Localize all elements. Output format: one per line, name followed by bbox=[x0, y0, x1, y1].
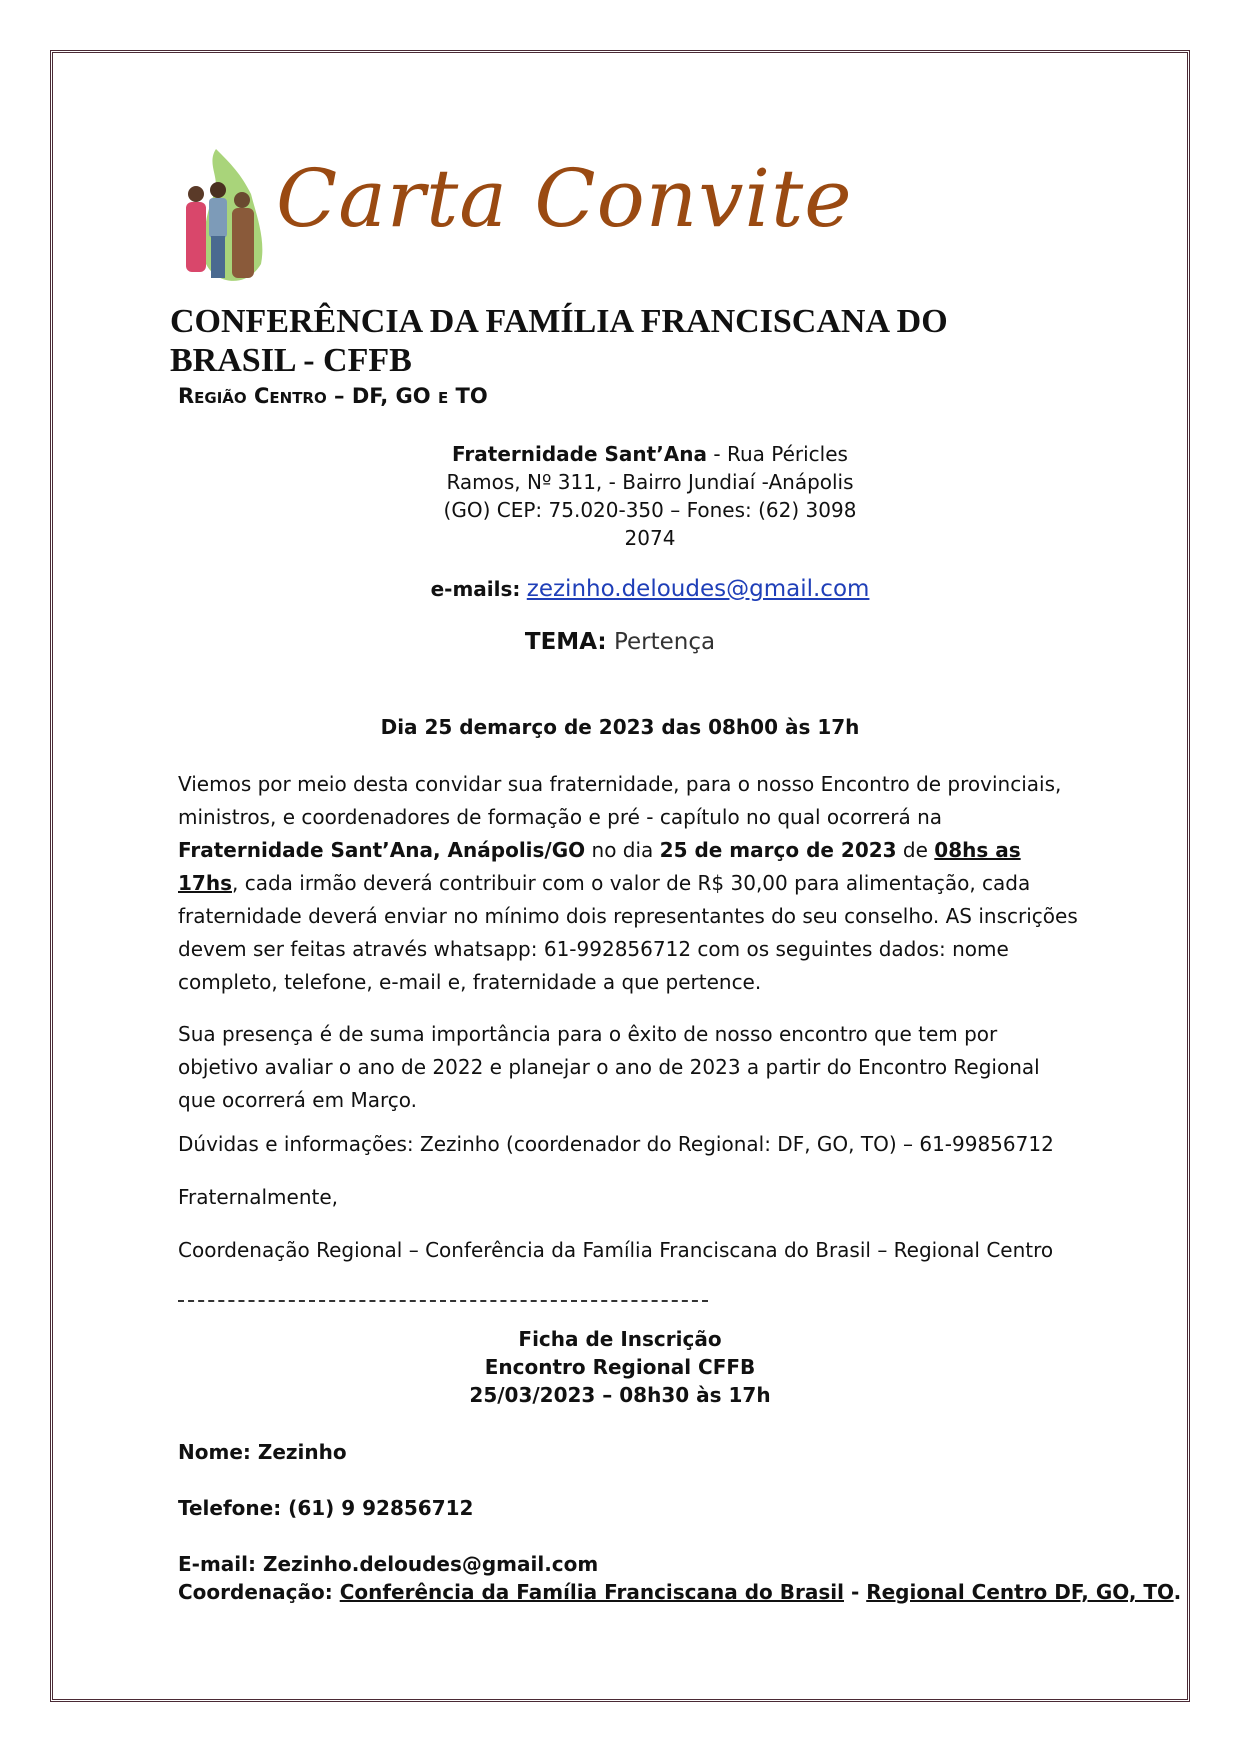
email-link[interactable]: zezinho.deloudes@gmail.com bbox=[526, 576, 870, 602]
emails-line bbox=[330, 576, 970, 602]
venue-text: Fraternidade Sant’Ana, Anápolis/GO bbox=[178, 838, 586, 862]
address-block bbox=[430, 440, 870, 552]
address-line1: - Rua Péricles bbox=[707, 442, 848, 466]
invitation-paragraph bbox=[178, 768, 1078, 999]
event-date-line: Dia 25 demarço de 2023 das 08h00 às 17h bbox=[380, 715, 860, 739]
hours-text: 08hs as 17hs bbox=[178, 838, 1021, 895]
form-coordination bbox=[178, 1580, 1181, 1604]
theme-line bbox=[400, 629, 840, 655]
form-email: E-mail: Zezinho.deloudes@gmail.com bbox=[178, 1552, 599, 1576]
form-title: Ficha de Inscrição bbox=[518, 1327, 722, 1351]
registration-form-header bbox=[400, 1325, 840, 1409]
coord-end: . bbox=[1173, 1580, 1182, 1604]
form-name: Nome: Zezinho bbox=[178, 1440, 347, 1464]
paragraph-text: , cada irmão deverá contribuir com o valor de R$ 30,00 para alimentação, cada fraternidade deverá enviar no mínimo dois representantes do seu conselho. AS inscrições devem ser feitas através whatsapp: 61-992856712 com os seguintes dados: nome completo, telefone, e-mail e, fraternidade a que pertence. bbox=[178, 871, 1078, 994]
form-event: Encontro Regional CFFB bbox=[484, 1355, 756, 1379]
address-line2: Ramos, Nº 311, - Bairro Jundiaí -Anápolis bbox=[446, 470, 854, 494]
signature-line: Coordenação Regional – Conferência da Família Franciscana do Brasil – Regional Centro bbox=[178, 1238, 1054, 1262]
form-phone: Telefone: (61) 9 92856712 bbox=[178, 1496, 474, 1520]
franciscan-family-logo-icon bbox=[176, 144, 266, 292]
coord-org-link[interactable]: Conferência da Família Franciscana do Brasil bbox=[339, 1580, 844, 1604]
date-text: 25 de março de 2023 bbox=[659, 838, 897, 862]
paragraph-text: de bbox=[896, 838, 935, 862]
coord-label: Coordenação: bbox=[178, 1580, 340, 1604]
form-datetime: 25/03/2023 – 08h30 às 17h bbox=[469, 1383, 771, 1407]
address-line4: 2074 bbox=[624, 526, 676, 550]
fraternity-name: Fraternidade Sant’Ana bbox=[452, 442, 708, 466]
letter-title: Carta Convite bbox=[276, 152, 853, 245]
address-line3: (GO) CEP: 75.020-350 – Fones: (62) 3098 bbox=[443, 498, 857, 522]
theme-label: TEMA: bbox=[524, 629, 607, 655]
questions-line: Dúvidas e informações: Zezinho (coordenador do Regional: DF, GO, TO) – 61-99856712 bbox=[178, 1132, 1054, 1156]
organization-heading: CONFERÊNCIA DA FAMÍLIA FRANCISCANA DO BRASIL - CFFB bbox=[170, 303, 948, 379]
cut-line-divider bbox=[178, 1300, 708, 1302]
coord-sep: - bbox=[843, 1580, 867, 1604]
paragraph-text: Viemos por meio desta convidar sua fraternidade, para o nosso Encontro de provinciais, ministros, e coordenadores de formação e pré - capítulo no qual ocorrerá na bbox=[178, 772, 1062, 829]
purpose-paragraph: Sua presença é de suma importância para o êxito de nosso encontro que tem por objetivo avaliar o ano de 2022 e planejar o ano de 2023 a partir do Encontro Regional que ocorrerá em Março. bbox=[178, 1022, 1040, 1112]
closing-line: Fraternalmente, bbox=[178, 1185, 338, 1209]
region-subheading: Região Centro – DF, GO e TO bbox=[178, 384, 488, 408]
paragraph-text: no dia bbox=[585, 838, 660, 862]
coord-region-link[interactable]: Regional Centro DF, GO, TO bbox=[866, 1580, 1174, 1604]
theme-value: Pertença bbox=[613, 629, 716, 655]
emails-label: e-mails: bbox=[430, 577, 521, 601]
